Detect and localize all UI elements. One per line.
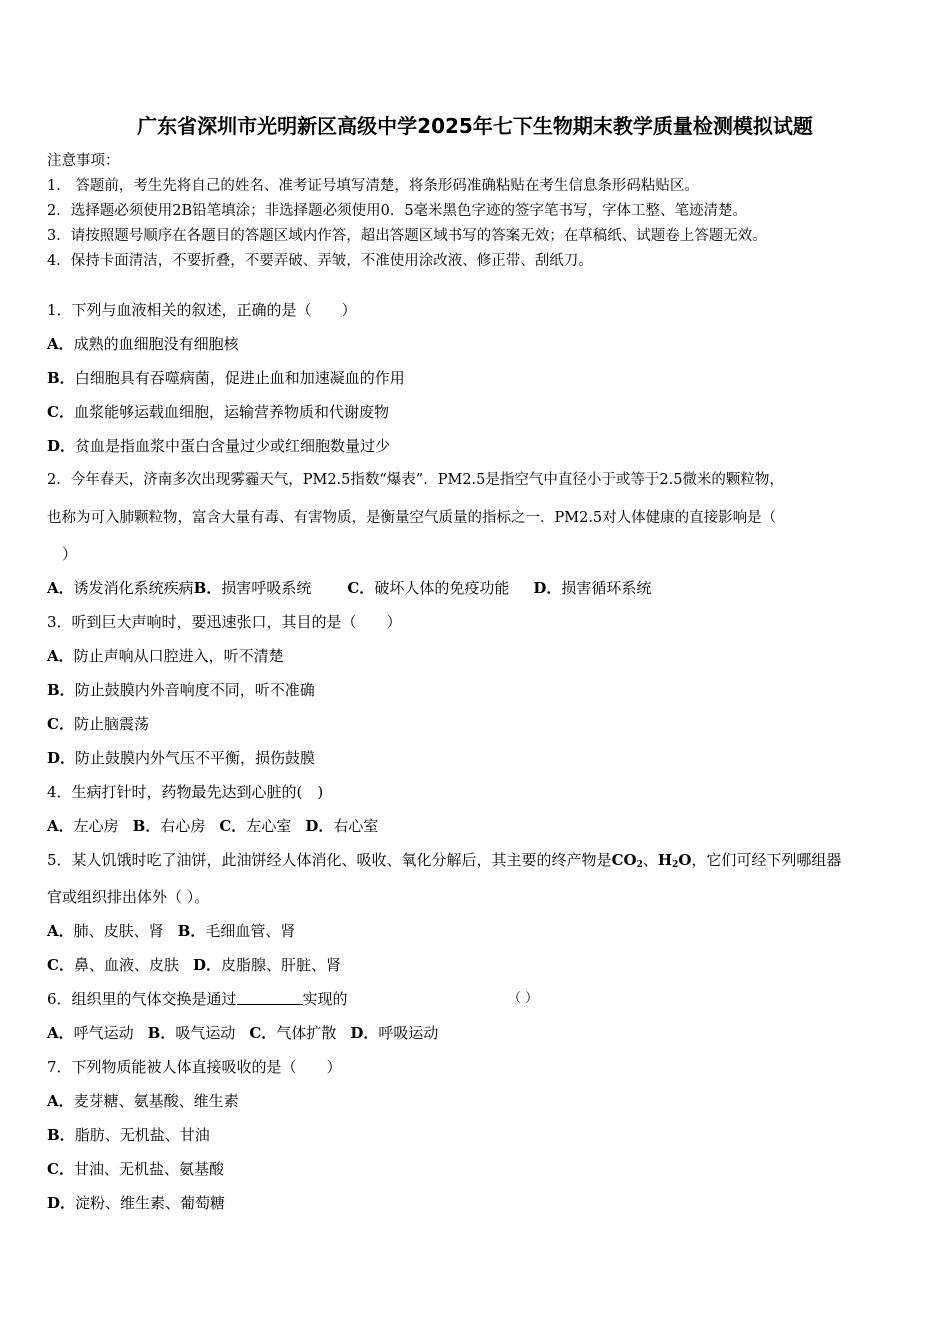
option-letter: D． <box>47 437 76 455</box>
option-text: 血浆能够运载血细胞，运输营养物质和代谢废物 <box>73 403 389 421</box>
option-text: 防止鼓膜内外音响度不同，听不准确 <box>74 681 315 699</box>
q5-options-cd <box>47 954 341 976</box>
option-text: 贫血是指血浆中蛋白含量过少或红细胞数量过少 <box>75 437 391 455</box>
option-text: 破坏人体的免疫功能 <box>374 579 510 597</box>
q7-option-a <box>47 1090 239 1112</box>
option-letter: A． <box>47 817 74 835</box>
notice-item-1: 1． 答题前，考生先将自己的姓名、准考证号填写清楚，将条形码准确粘贴在考生信息条形码粘贴区。 <box>47 178 699 194</box>
notice-item-2: 2．选择题必须使用2B铅笔填涂；非选择题必须使用0．5毫米黑色字迹的签字笔书写，字体工整、笔迹清楚。 <box>47 203 748 219</box>
q1-option-c <box>47 401 389 423</box>
q3-option-b <box>47 679 315 701</box>
q5-stem-line2: 官或组织排出体外（ ）。 <box>47 888 210 906</box>
option-text: 肺、皮肤、肾 <box>73 922 164 940</box>
q6-answer-paren: （ ） <box>508 991 539 1006</box>
option-letter: A． <box>47 1024 74 1042</box>
option-text: 损害循环系统 <box>561 579 652 597</box>
q2-options <box>47 577 651 599</box>
notice-heading: 注意事项： <box>47 153 120 169</box>
q4-stem: 4．生病打针时，药物最先达到心脏的( ) <box>47 783 324 801</box>
option-letter: A． <box>47 579 74 597</box>
option-text: 左心房 <box>73 817 119 835</box>
option-text: 白细胞具有吞噬病菌，促进止血和加速凝血的作用 <box>74 369 405 387</box>
option-text: 甘油、无机盐、氨基酸 <box>73 1160 224 1178</box>
option-letter: D． <box>350 1024 379 1042</box>
option-letter: A． <box>47 335 74 353</box>
option-letter: C． <box>47 403 74 421</box>
option-letter: C． <box>47 715 74 733</box>
q2-stem-line1: 2．今年春天，济南多次出现雾霾天气，PM2.5指数“爆表”．PM2.5是指空气中直径小于或等于2.5微米的颗粒物， <box>47 472 784 488</box>
q5-options-ab <box>47 920 295 942</box>
option-text: 防止鼓膜内外气压不平衡，损伤鼓膜 <box>75 749 316 767</box>
answer-blank <box>237 990 303 1005</box>
q1-option-b <box>47 367 405 389</box>
q6-stem-text-end: 实现的 <box>302 990 348 1008</box>
option-text: 毛细血管、肾 <box>205 922 296 940</box>
formula-separator: 、 <box>642 851 658 869</box>
option-text: 淀粉、维生素、葡萄糖 <box>75 1194 226 1212</box>
q7-option-b <box>47 1124 210 1146</box>
option-letter: B． <box>47 1126 75 1144</box>
option-text: 鼻、血液、皮肤 <box>73 956 179 974</box>
q5-stem-line1 <box>47 849 841 876</box>
q2-stem-line2: 也称为可入肺颗粒物，富含大量有毒、有害物质，是衡量空气质量的指标之一．PM2.5对人体健康的直接影响是（ <box>47 510 777 526</box>
option-letter: B． <box>147 1024 176 1042</box>
option-text: 左心室 <box>246 817 292 835</box>
option-text: 脂肪、无机盐、甘油 <box>74 1126 210 1144</box>
q6-stem-text: 6．组织里的气体交换是通过 <box>47 990 237 1008</box>
q5-stem-text: 5．某人饥饿时吃了油饼，此油饼经人体消化、吸收、氧化分解后，其主要的终产物是 <box>47 851 612 869</box>
q7-option-d <box>47 1192 225 1214</box>
option-text: 诱发消化系统疾病 <box>73 579 194 597</box>
option-text: 吸气运动 <box>175 1024 236 1042</box>
option-text: 防止脑震荡 <box>73 715 149 733</box>
q7-option-c <box>47 1158 224 1180</box>
option-letter: D． <box>47 749 76 767</box>
q2-stem-line3: ） <box>62 545 78 563</box>
option-letter: B． <box>132 817 161 835</box>
option-text: 皮脂腺、肝脏、肾 <box>220 956 341 974</box>
q6-stem <box>47 988 348 1010</box>
option-letter: B． <box>47 681 75 699</box>
q6-options <box>47 1022 438 1044</box>
notice-item-3: 3．请按照题号顺序在各题目的答题区域内作答，超出答题区域书写的答案无效；在草稿纸、试题卷上答题无效。 <box>47 228 767 244</box>
option-letter: A． <box>47 922 74 940</box>
option-letter: B． <box>177 922 206 940</box>
option-letter: A． <box>47 1092 74 1110</box>
option-text: 呼气运动 <box>73 1024 134 1042</box>
option-letter: B． <box>47 369 75 387</box>
option-letter: D． <box>305 817 334 835</box>
notice-item-4: 4．保持卡面清洁，不要折叠，不要弄破、弄皱，不准使用涂改液、修正带、刮纸刀。 <box>47 253 593 269</box>
q5-stem-text-end: ，它们可经下列哪组器 <box>691 851 842 869</box>
option-letter: D． <box>192 956 221 974</box>
option-letter: C． <box>47 1160 74 1178</box>
option-text: 右心室 <box>333 817 379 835</box>
exam-title: 广东省深圳市光明新区高级中学2025年七下生物期末教学质量检测模拟试题 <box>137 114 813 138</box>
option-text: 气体扩散 <box>276 1024 337 1042</box>
q4-options <box>47 815 378 837</box>
option-letter: D． <box>47 1194 76 1212</box>
co2-formula: $CO_2$ <box>611 851 643 870</box>
option-letter: B． <box>193 579 222 597</box>
option-text: 防止声响从口腔进入，听不清楚 <box>73 647 284 665</box>
option-text: 麦芽糖、氨基酸、维生素 <box>73 1092 239 1110</box>
option-letter: C． <box>219 817 247 835</box>
option-text: 损害呼吸系统 <box>221 579 312 597</box>
q1-option-a <box>47 333 239 355</box>
option-letter: D． <box>533 579 562 597</box>
option-text: 右心房 <box>160 817 206 835</box>
option-letter: C． <box>347 579 375 597</box>
q1-stem: 1．下列与血液相关的叙述，正确的是（ ） <box>47 301 357 319</box>
q3-option-c <box>47 713 149 735</box>
option-letter: C． <box>249 1024 277 1042</box>
option-letter: C． <box>47 956 74 974</box>
q3-option-a <box>47 645 284 667</box>
h2o-formula: $H_2O$ <box>657 851 692 870</box>
q3-option-d <box>47 747 315 769</box>
option-letter: A． <box>47 647 74 665</box>
q3-stem: 3．听到巨大声响时，要迅速张口，其目的是（ ） <box>47 613 402 631</box>
q1-option-d <box>47 435 390 457</box>
option-text: 成熟的血细胞没有细胞核 <box>73 335 239 353</box>
q7-stem: 7．下列物质能被人体直接吸收的是（ ） <box>47 1058 342 1076</box>
option-text: 呼吸运动 <box>378 1024 439 1042</box>
